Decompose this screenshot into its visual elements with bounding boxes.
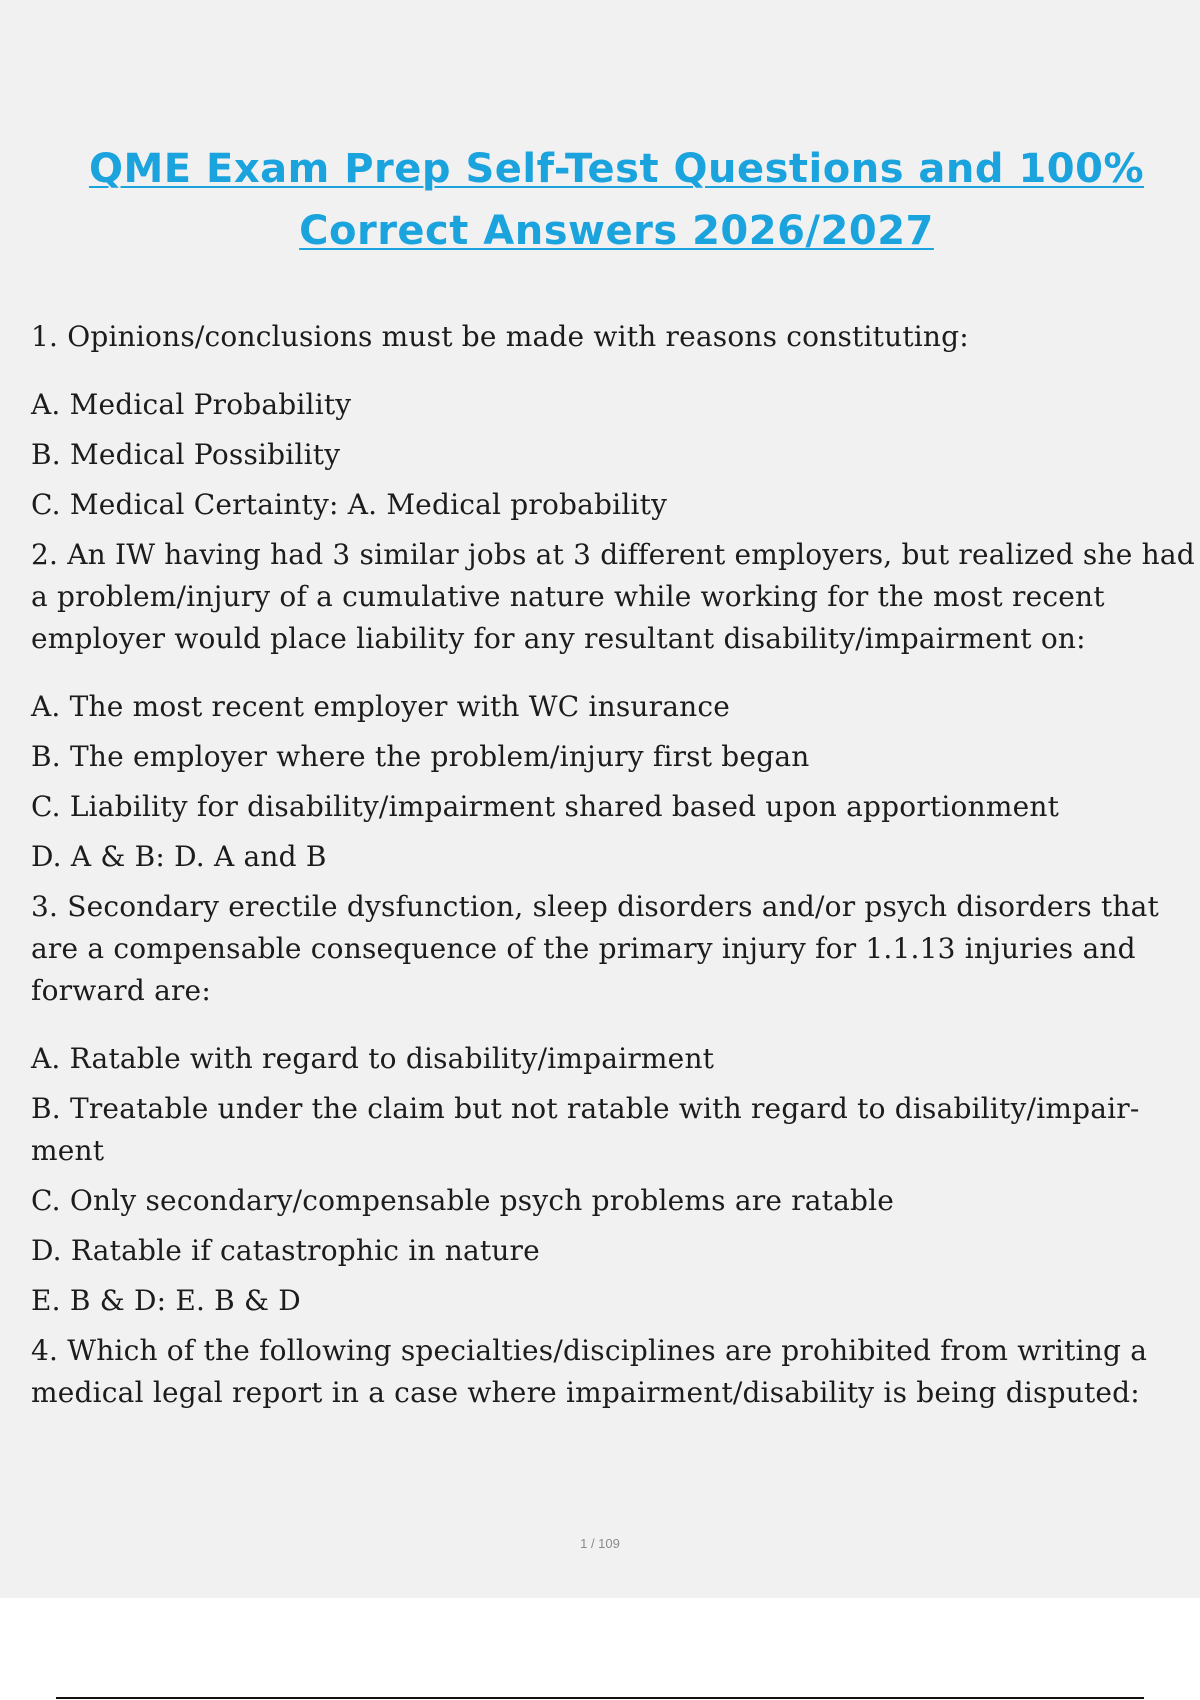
option-item: B. Medical Possibility — [31, 438, 341, 471]
option-item: C. Liability for disability/impairment shared based upon apportionment — [31, 790, 1060, 823]
document-title — [40, 138, 1193, 262]
question-block-3 — [31, 886, 1200, 1322]
question-2-text: 2. An IW having had 3 similar jobs at 3 different employers, but realized she had a problem/injury of a cumulative nature while working for the most recent employer would place liability for any resultant disability/impairment on: — [31, 538, 1195, 655]
option-item: A. Ratable with regard to disability/impairment — [31, 1042, 715, 1075]
question-list — [31, 316, 1200, 1422]
question-3-text: 3. Secondary erectile dysfunction, sleep disorders and/or psych disorders that are a compensable consequence of the primary injury for 1.1.13 injuries and forward are: — [31, 890, 1159, 1007]
option-item: D. Ratable if catastrophic in nature — [31, 1234, 540, 1267]
option-item: C. Medical Certainty: A. Medical probability — [31, 488, 668, 521]
option-item: A. Medical Probability — [31, 388, 352, 421]
option-item: C. Only secondary/compensable psych problems are ratable — [31, 1184, 895, 1217]
question-1-text: 1. Opinions/conclusions must be made with reasons constituting: — [31, 320, 969, 353]
title-line-1: QME Exam Prep Self-Test Questions and 100% — [88, 146, 1145, 192]
option-item: B. The employer where the problem/injury first began — [31, 740, 810, 773]
question-block-4 — [31, 1330, 1200, 1414]
option-item: E. B & D: E. B & D — [31, 1284, 301, 1317]
question-3-options — [31, 1038, 1200, 1322]
option-item: D. A & B: D. A and B — [31, 840, 327, 873]
bottom-divider — [56, 1697, 1144, 1699]
option-item: B. Treatable under the claim but not ratable with regard to disability/impair- ment — [31, 1092, 1140, 1167]
title-line-2: Correct Answers 2026/2027 — [299, 208, 934, 254]
question-block-2 — [31, 534, 1200, 878]
option-item: A. The most recent employer with WC insurance — [31, 690, 731, 723]
page-indicator: 1 / 109 — [580, 1536, 620, 1551]
question-4-text: 4. Which of the following specialties/disciplines are prohibited from writing a medical legal report in a case where impairment/disability is being disputed: — [31, 1334, 1148, 1409]
question-block-1 — [31, 316, 1200, 526]
question-2-options — [31, 686, 1200, 878]
question-1-options — [31, 384, 1200, 526]
